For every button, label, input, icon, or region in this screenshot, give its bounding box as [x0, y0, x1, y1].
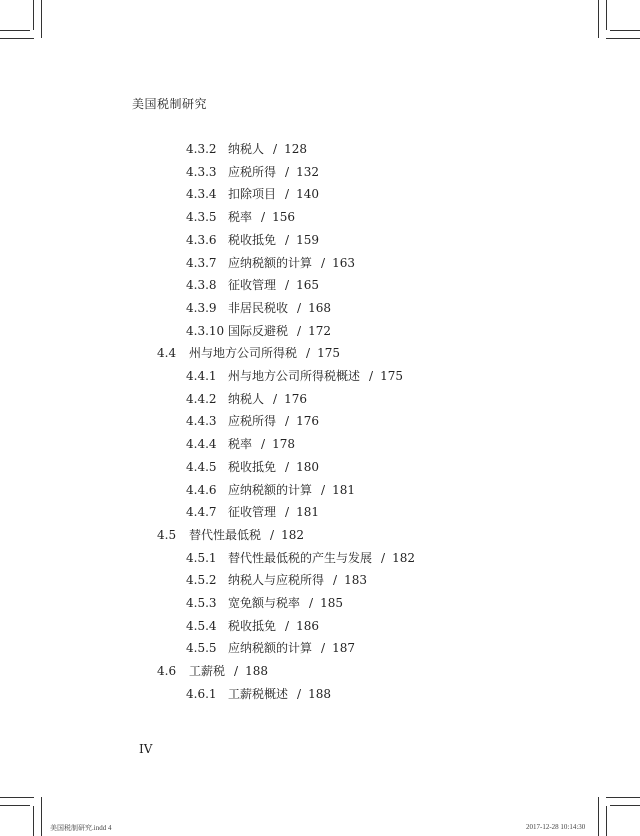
toc-separator: / [369, 369, 374, 383]
toc-entry-page: 159 [296, 232, 319, 247]
toc-entry-title: 宽免额与税率 [228, 596, 301, 610]
toc-entry [186, 458, 319, 475]
toc-entry-number: 4.5 [157, 527, 177, 542]
toc-entry [186, 254, 355, 271]
crop-mark [33, 0, 34, 30]
toc-entry [186, 412, 319, 429]
toc-entry-title: 应纳税额的计算 [228, 641, 313, 656]
toc-entry-page: 165 [296, 278, 319, 293]
toc-entry-number: 4.3.7 [186, 255, 217, 270]
toc-entry-title: 工薪税概述 [228, 686, 289, 701]
toc-entry-number: 4.4.2 [186, 391, 217, 406]
toc-entry-number: 4.4.4 [186, 437, 217, 452]
toc-entry-number: 4.4.3 [186, 414, 217, 429]
toc-entry-page: 132 [296, 164, 319, 179]
toc-entry-page: 183 [344, 573, 367, 588]
toc-entry-number: 4.3.6 [186, 232, 217, 247]
toc-entry-number: 4.4.1 [186, 369, 217, 383]
toc-entry [186, 299, 331, 316]
toc-entry-number: 4.3.10 [186, 323, 225, 338]
toc-separator: / [261, 210, 266, 225]
toc-entry-title: 税收抵免 [228, 232, 277, 247]
toc-entry-title: 应纳税额的计算 [228, 482, 313, 497]
toc-entry-title: 替代性最低税 [189, 527, 262, 542]
toc-entry-number: 4.4.5 [186, 459, 217, 474]
toc-entry-number: 4.5.3 [186, 596, 217, 610]
toc-entry [186, 185, 319, 202]
toc-entry-title: 税收抵免 [228, 618, 277, 633]
toc-separator: / [285, 164, 290, 179]
toc-entry [157, 526, 304, 543]
toc-entry-number: 4.4.6 [186, 482, 217, 497]
toc-entry [186, 231, 319, 248]
crop-mark [0, 797, 34, 798]
toc-separator: / [234, 664, 239, 679]
toc-entry-number: 4.3.8 [186, 278, 217, 293]
crop-mark [41, 797, 42, 836]
toc-separator: / [285, 414, 290, 429]
toc-entry-page: 156 [272, 210, 295, 225]
crop-mark [606, 38, 640, 39]
crop-mark [606, 0, 607, 30]
toc-entry-page: 176 [296, 414, 319, 429]
crop-mark [598, 0, 599, 38]
toc-separator: / [297, 323, 302, 338]
toc-entry-title: 纳税人 [228, 391, 265, 406]
toc-entry-number: 4.5.1 [186, 550, 217, 565]
toc-entry [186, 685, 331, 702]
crop-mark [0, 30, 30, 31]
toc-entry [186, 208, 295, 225]
toc-entry-number: 4.3.4 [186, 187, 217, 202]
toc-entry-number: 4.5.4 [186, 618, 217, 633]
toc-entry-number: 4.4 [157, 346, 177, 361]
toc-entry-title: 应税所得 [228, 414, 277, 429]
crop-mark [598, 797, 599, 836]
toc-entry-page: 140 [296, 187, 319, 202]
toc-entry-title: 替代性最低税的产生与发展 [228, 550, 373, 565]
toc-separator: / [285, 459, 290, 474]
toc-separator: / [285, 232, 290, 247]
page-folio: IV [139, 742, 153, 756]
toc-entry-title: 州与地方公司所得税概述 [228, 369, 361, 383]
toc-entry [186, 617, 319, 634]
toc-entry-page: 175 [380, 369, 403, 383]
crop-mark [33, 806, 34, 836]
crop-mark [606, 797, 640, 798]
toc-entry-page: 187 [332, 641, 355, 656]
toc-entry-page: 128 [284, 142, 307, 156]
toc-entry-title: 征收管理 [228, 505, 277, 520]
toc-entry-page: 175 [317, 346, 340, 361]
toc-separator: / [285, 278, 290, 293]
toc-entry-page: 168 [308, 300, 331, 315]
toc-entry-number: 4.3.3 [186, 164, 217, 179]
toc-entry [157, 344, 340, 361]
toc-separator: / [270, 527, 275, 542]
crop-mark [610, 805, 640, 806]
toc-entry-number: 4.5.2 [186, 573, 217, 588]
toc-separator: / [285, 505, 290, 520]
toc-separator: / [273, 142, 278, 156]
running-header: 美国税制研究 [132, 97, 208, 111]
crop-mark [41, 0, 42, 38]
toc-entry [186, 276, 319, 293]
toc-entry-title: 应纳税额的计算 [228, 255, 313, 270]
toc-entry-title: 税率 [228, 437, 253, 452]
toc-entry-title: 征收管理 [228, 278, 277, 293]
toc-entry-title: 应税所得 [228, 164, 277, 179]
toc-entry [186, 367, 403, 384]
toc-entry-page: 172 [308, 323, 331, 338]
toc-entry-title: 工薪税 [189, 664, 226, 679]
slug-filename: 美国税制研究.indd 4 [50, 824, 112, 832]
toc-entry-number: 4.3.5 [186, 210, 217, 225]
toc-separator: / [321, 482, 326, 497]
toc-separator: / [309, 596, 314, 610]
toc-separator: / [273, 391, 278, 406]
toc-entry-number: 4.3.2 [186, 142, 217, 156]
toc-separator: / [333, 573, 338, 588]
toc-entry [186, 390, 307, 407]
toc-entry-title: 非居民税收 [228, 300, 289, 315]
toc-entry [186, 571, 367, 588]
slug-timestamp: 2017-12-28 10:14:30 [526, 823, 586, 831]
toc-entry [157, 662, 268, 679]
crop-mark [0, 805, 30, 806]
toc-separator: / [261, 437, 266, 452]
toc-entry [186, 549, 415, 566]
toc-entry-title: 纳税人 [228, 142, 265, 156]
toc-entry-number: 4.6 [157, 664, 177, 679]
toc-entry-page: 181 [332, 482, 355, 497]
toc-entry-title: 纳税人与应税所得 [228, 573, 325, 588]
toc-entry [186, 481, 355, 498]
toc-entry-page: 188 [245, 664, 268, 679]
toc-entry-number: 4.6.1 [186, 686, 217, 701]
crop-mark [0, 38, 34, 39]
toc-separator: / [306, 346, 311, 361]
toc-entry-title: 国际反避税 [228, 323, 289, 338]
toc-entry-page: 188 [308, 686, 331, 701]
toc-entry [186, 435, 295, 452]
toc-entry-page: 182 [281, 527, 304, 542]
crop-mark [606, 806, 607, 836]
toc-entry-number: 4.3.9 [186, 300, 217, 315]
toc-separator: / [321, 641, 326, 656]
toc-separator: / [381, 550, 386, 565]
toc-entry-page: 182 [392, 550, 415, 565]
toc-separator: / [321, 255, 326, 270]
toc-entry-page: 178 [272, 437, 295, 452]
toc-entry [186, 140, 307, 157]
toc-entry-page: 181 [296, 505, 319, 520]
toc-entry-title: 税收抵免 [228, 459, 277, 474]
toc-separator: / [285, 187, 290, 202]
toc-entry-number: 4.5.5 [186, 641, 217, 656]
toc-entry-title: 税率 [228, 210, 253, 225]
toc-separator: / [297, 686, 302, 701]
toc-entry-page: 180 [296, 459, 319, 474]
toc-entry [186, 594, 343, 611]
toc-entry-page: 186 [296, 618, 319, 633]
toc-entry-page: 185 [320, 596, 343, 610]
toc-entry [186, 503, 319, 520]
toc-entry [186, 163, 319, 180]
toc-separator: / [285, 618, 290, 633]
toc-entry-number: 4.4.7 [186, 505, 217, 520]
toc-entry-page: 163 [332, 255, 355, 270]
toc-entry-page: 176 [284, 391, 307, 406]
toc-entry-title: 州与地方公司所得税 [189, 346, 298, 361]
toc-separator: / [297, 300, 302, 315]
crop-mark [610, 30, 640, 31]
toc-entry [186, 639, 355, 656]
toc-entry-title: 扣除项目 [228, 187, 277, 202]
toc-entry [186, 322, 331, 339]
